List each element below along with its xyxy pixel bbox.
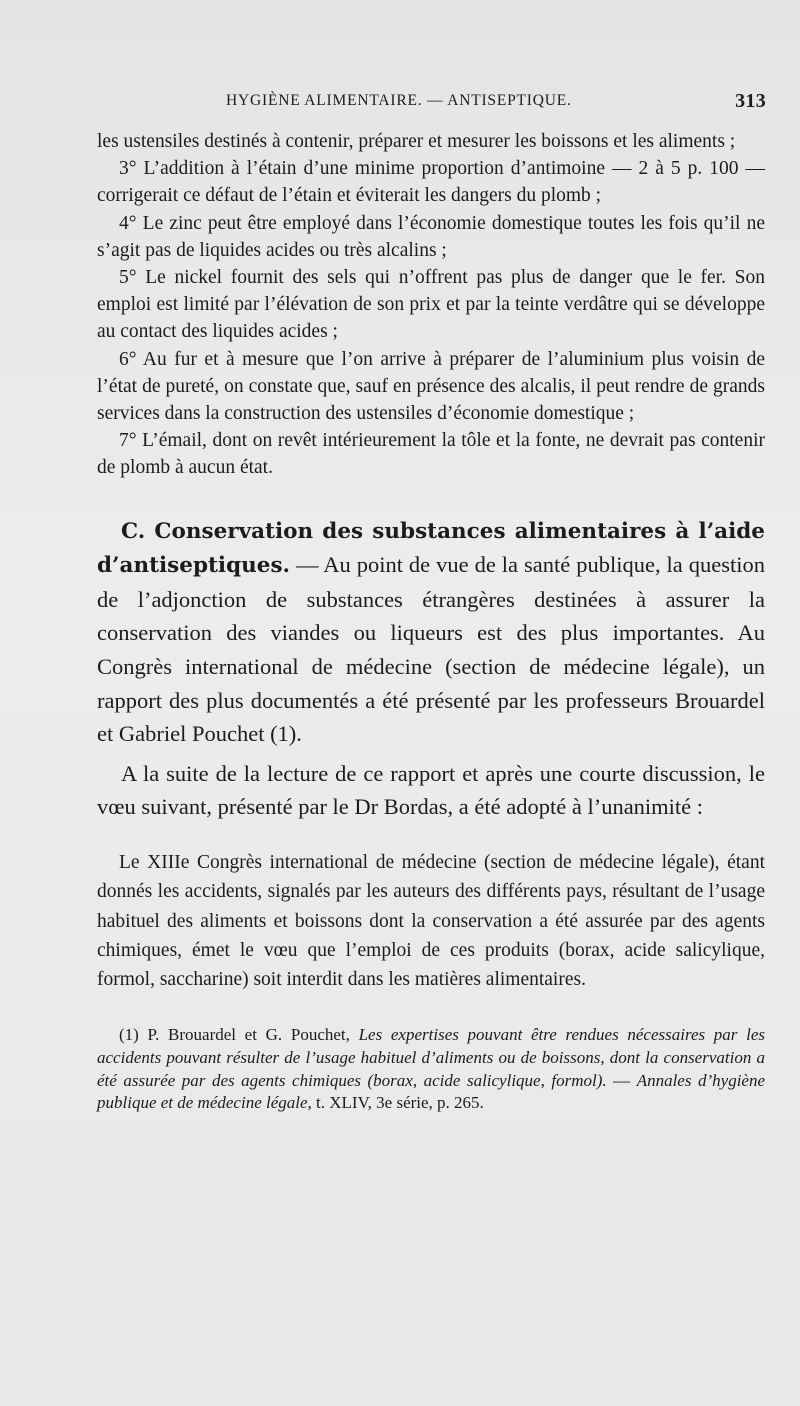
recommendations-list (97, 128, 765, 482)
list-item-3: 3° L’addition à l’étain d’une minime proportion d’antimoine — 2 à 5 p. 100 — corrigerait ce défaut de l’étain et éviterait les dangers du plomb ; (97, 158, 765, 207)
page-header (96, 90, 766, 118)
footnote-title: Les expertises pouvant être rendues nécessaires par les accidents pouvant résulter de l’usage habituel d’aliments ou de boissons, dont la conservation a été assurée par des agents chimiques (borax, acide salicylique, formol). (97, 1025, 765, 1090)
section-c-paragraph-2: A la suite de la lecture de ce rapport et après une courte discussion, le vœu suivant, présenté par le Dr Bordas, a été adopté à l’unanimité : (97, 760, 765, 820)
section-title: C. Conservation des substances alimentaires à l’aide d’antiseptiques. (97, 518, 765, 579)
footnote-reference: t. XLIV, 3e série, p. 265. (311, 1093, 484, 1113)
footnote (97, 1024, 765, 1114)
resolution-text: Le XIIIe Congrès international de médecine (section de médecine légale), étant donnés les accidents, signalés par les auteurs des différents pays, résultant de l’usage habituel des aliments et boissons dont la conservation a été assurée par des agents chimiques, émet le vœu que l’emploi de ces produits (borax, acide salicylique, formol, saccharine) soit interdit dans les matières alimentaires. (97, 851, 765, 991)
section-intro-text: — Au point de vue de la santé publique, la question de l’adjonction de substances étrangères destinées à assurer la conservation des viandes ou liqueurs est des plus importantes. Au Congrès international de médecine (section de médecine légale), un rapport des plus documentés a été présenté par les professeurs Brouardel et Gabriel Pouchet (1). (97, 552, 765, 747)
running-title: HYGIÈNE ALIMENTAIRE. — ANTISEPTIQUE. (226, 92, 572, 109)
list-item-4: 4° Le zinc peut être employé dans l’économie domestique toutes les fois qu’il ne s’agit pas de liquides acides ou très alcalins ; (97, 212, 765, 261)
page-body (97, 128, 765, 1115)
congress-resolution (97, 848, 765, 994)
list-item-continuation: les ustensiles destinés à contenir, préparer et mesurer les boissons et les aliments ; (97, 131, 736, 152)
section-c-intro (97, 514, 765, 751)
page-number: 313 (735, 90, 766, 112)
footnote-journal: Annales d’hygiène publique et de médecine légale, (97, 1070, 766, 1113)
footnote-marker: (1) P. Brouardel et G. Pouchet, (119, 1025, 359, 1045)
list-item-6: 6° Au fur et à mesure que l’on arrive à préparer de l’aluminium plus voisin de l’état de pureté, on constate que, sauf en présence des alcalis, il peut rendre de grands services dans la construction des ustensiles d’économie domestique ; (97, 348, 765, 425)
section-c (97, 514, 765, 824)
list-item-7: 7° L’émail, dont on revêt intérieurement la tôle et la fonte, ne devrait pas contenir de plomb à aucun état. (97, 430, 765, 479)
footnote-dash: — (606, 1070, 637, 1090)
footnote-1 (97, 1024, 765, 1114)
list-item-5: 5° Le nickel fournit des sels qui n’offrent pas plus de danger que le fer. Son emploi est limité par l’élévation de son prix et par la teinte verdâtre qui se développe au contact des liquides acides ; (97, 267, 765, 343)
